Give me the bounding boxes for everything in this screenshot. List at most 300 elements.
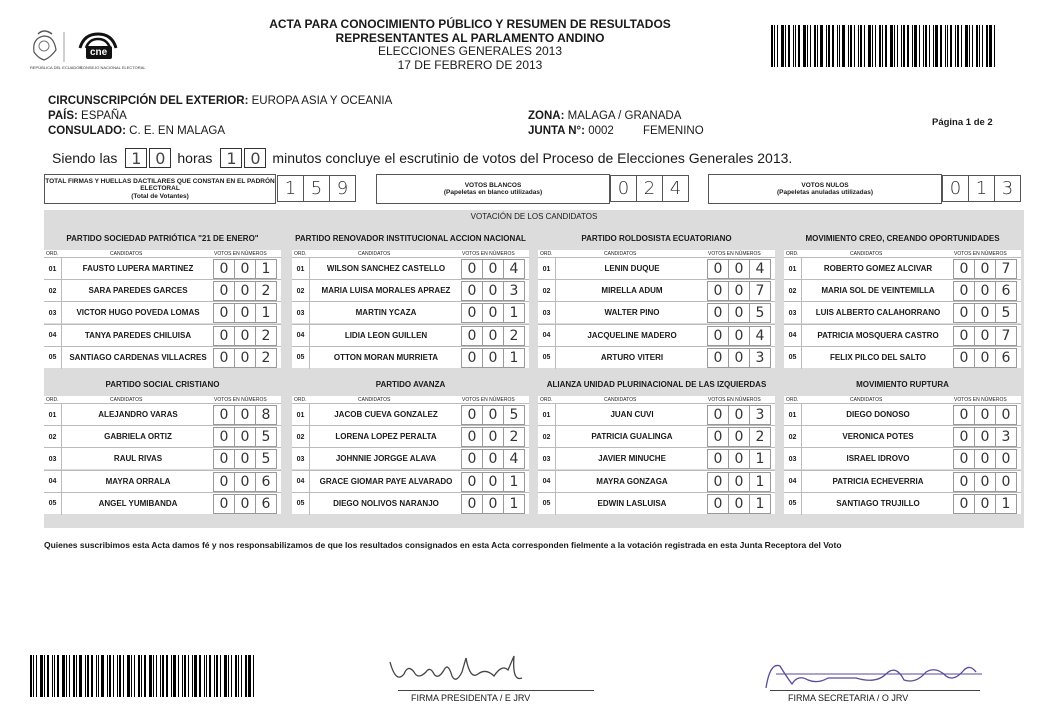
column-headers xyxy=(538,396,775,403)
vote-digits xyxy=(214,303,277,323)
party-block xyxy=(538,372,775,514)
vote-digit: 2 xyxy=(749,427,771,447)
barcode-bars xyxy=(30,655,260,697)
candidate-name: LENIN DUQUE xyxy=(604,264,660,273)
secretary-signature-label: FIRMA SECRETARIA / O JRV xyxy=(788,693,909,703)
column-headers xyxy=(784,396,1021,403)
vote-digit: 0 xyxy=(213,259,235,279)
logo-caption-right: CONSEJO NACIONAL ELECTORAL xyxy=(80,65,146,70)
junta-label: JUNTA N°: xyxy=(528,125,585,137)
candidate-row xyxy=(538,447,775,469)
secretary-signature-line xyxy=(770,690,980,691)
pais-label: PAÍS: xyxy=(48,110,78,122)
candidate-order: 03 xyxy=(538,302,556,324)
vote-digit: 0 xyxy=(953,259,975,279)
vote-digit: 8 xyxy=(255,405,277,425)
firmas-label: TOTAL FIRMAS Y HUELLAS DACTILARES QUE CONSTAN EN EL PADRÓN ELECTORAL xyxy=(45,177,275,193)
party-name: PARTIDO SOCIEDAD PATRIÓTICA "21 DE ENERO" xyxy=(66,233,259,243)
vote-digits xyxy=(708,326,771,346)
candidate-name: ROBERTO GOMEZ ALCIVAR xyxy=(823,264,933,273)
vote-digit: 0 xyxy=(234,281,256,301)
party-name: ALIANZA UNIDAD PLURINACIONAL DE LAS IZQUIERDAS xyxy=(546,379,767,389)
vote-digits xyxy=(954,303,1017,323)
candidate-order: 01 xyxy=(44,404,62,426)
candidate-name: JOHNNIE JORGGE ALAVA xyxy=(335,454,437,464)
vote-digit: 1 xyxy=(749,472,771,492)
candidate-order: 01 xyxy=(292,258,310,280)
vote-digit: 5 xyxy=(749,303,771,323)
candidate-order: 04 xyxy=(292,325,310,347)
candidate-order: 02 xyxy=(538,280,556,302)
vote-digit: 4 xyxy=(503,259,525,279)
circ-label: CIRCUNSCRIPCIÓN DEL EXTERIOR: xyxy=(48,95,249,107)
candidate-name: SANTIAGO CARDENAS VILLACRES xyxy=(69,352,207,362)
candidate-row xyxy=(44,447,281,469)
col-votes-header: VOTOS EN NÚMEROS xyxy=(708,251,761,257)
vote-digit: 5 xyxy=(255,427,277,447)
vote-digit: 0 xyxy=(234,303,256,323)
vote-digit: 1 xyxy=(255,303,277,323)
candidate-name: RAUL RIVAS xyxy=(113,454,163,464)
vote-digit: 0 xyxy=(995,472,1017,492)
candidate-name: MARIA LUISA MORALES APRAEZ xyxy=(321,286,451,296)
vote-digit: 0 xyxy=(707,326,729,346)
candidate-row xyxy=(292,447,529,469)
party-block xyxy=(292,372,529,514)
vote-digit: 0 xyxy=(974,281,996,301)
vote-digits xyxy=(708,281,771,301)
party-block xyxy=(538,226,775,368)
vote-digit: 0 xyxy=(482,449,504,469)
vote-digit: 5 xyxy=(995,303,1017,323)
vote-digit: 0 xyxy=(213,472,235,492)
candidate-name: MAYRA ORRALA xyxy=(105,476,171,486)
col-ord-header: ORD. xyxy=(786,397,799,403)
vote-digits xyxy=(708,427,771,447)
vote-digit: 7 xyxy=(995,259,1017,279)
vote-digit: 0 xyxy=(234,405,256,425)
vote-digit: 3 xyxy=(749,348,771,368)
vote-digit: 0 xyxy=(728,281,750,301)
candidate-name: PATRICIA GUALINGA xyxy=(591,432,673,442)
cne-logo xyxy=(30,28,170,72)
circ-value: EUROPA ASIA Y OCEANIA xyxy=(251,95,393,107)
candidate-row xyxy=(538,470,775,492)
candidate-name: TANYA PAREDES CHILUISA xyxy=(84,330,192,340)
vote-digits xyxy=(214,348,277,368)
barcode-bars xyxy=(771,25,1003,67)
vote-digit: 0 xyxy=(482,303,504,323)
vote-digits xyxy=(954,494,1017,514)
vote-digit: 0 xyxy=(953,449,975,469)
vote-digit: 3 xyxy=(503,281,525,301)
nulos-digit-1: 0 xyxy=(942,175,969,202)
vote-digit: 6 xyxy=(995,281,1017,301)
vote-digits xyxy=(462,326,525,346)
president-signature-line xyxy=(398,690,594,691)
candidate-row xyxy=(784,470,1021,492)
zona-value: MALAGA / GRANADA xyxy=(567,110,682,122)
vote-digits xyxy=(214,472,277,492)
hour-digit-1: 1 xyxy=(125,148,147,168)
candidate-row xyxy=(538,257,775,279)
col-ord-header: ORD. xyxy=(786,251,799,257)
title-line-4: 17 DE FEBRERO DE 2013 xyxy=(397,57,543,72)
firmas-digit-2: 5 xyxy=(303,175,330,202)
candidate-name: WILSON SANCHEZ CASTELLO xyxy=(326,264,446,273)
candidate-order: 04 xyxy=(44,325,62,347)
vote-digit: 0 xyxy=(953,472,975,492)
vote-digit: 0 xyxy=(974,494,996,514)
candidate-order: 02 xyxy=(44,426,62,448)
blancos-sub: (Papeletas en blanco utilizadas) xyxy=(443,189,543,196)
col-cand-header: CANDIDATOS xyxy=(358,397,391,403)
vote-digit: 0 xyxy=(234,449,256,469)
column-headers xyxy=(784,250,1021,257)
candidate-row xyxy=(784,301,1021,323)
vote-digit: 0 xyxy=(707,472,729,492)
party-name: PARTIDO AVANZA xyxy=(375,379,446,389)
candidate-order: 02 xyxy=(538,426,556,448)
candidate-name: MARTIN YCAZA xyxy=(355,308,417,318)
vote-digit: 0 xyxy=(482,259,504,279)
candidate-order: 03 xyxy=(292,302,310,324)
vote-digit: 0 xyxy=(461,281,483,301)
vote-digits xyxy=(954,405,1017,425)
time-suffix: minutos concluye el escrutinio de votos del Proceso de Elecciones Generales 2013. xyxy=(272,150,793,166)
vote-digit: 0 xyxy=(213,326,235,346)
col-ord-header: ORD. xyxy=(540,251,553,257)
vote-digit: 0 xyxy=(707,348,729,368)
vote-digits xyxy=(462,427,525,447)
candidate-name: VERONICA POTES xyxy=(842,432,914,442)
col-cand-header: CANDIDATOS xyxy=(850,397,883,403)
blancos-digit-2: 2 xyxy=(636,175,663,202)
col-ord-header: ORD. xyxy=(46,397,59,403)
nulos-digit-2: 1 xyxy=(968,175,995,202)
candidate-order: 03 xyxy=(44,302,62,324)
candidate-name: GABRIELA ORTIZ xyxy=(104,432,172,442)
vote-digit: 0 xyxy=(213,427,235,447)
vote-digit: 0 xyxy=(482,427,504,447)
blancos-digits xyxy=(611,175,689,202)
vote-digit: 1 xyxy=(749,494,771,514)
candidate-name: FELIX PILCO DEL SALTO xyxy=(829,352,926,362)
vote-digit: 0 xyxy=(728,326,750,346)
candidate-order: 01 xyxy=(784,404,802,426)
vote-digit: 0 xyxy=(974,259,996,279)
vote-digit: 0 xyxy=(974,303,996,323)
vote-digits xyxy=(708,259,771,279)
candidate-order: 03 xyxy=(784,448,802,470)
vote-digit: 0 xyxy=(461,259,483,279)
firmas-digit-3: 9 xyxy=(329,175,356,202)
candidate-row xyxy=(784,346,1021,368)
vote-digits xyxy=(954,281,1017,301)
pais-value: ESPAÑA xyxy=(81,110,127,122)
vote-digit: 1 xyxy=(503,472,525,492)
vote-digits xyxy=(954,326,1017,346)
vote-digits xyxy=(462,405,525,425)
candidate-row xyxy=(784,279,1021,301)
candidate-order: 05 xyxy=(538,493,556,515)
candidate-order: 04 xyxy=(538,471,556,493)
candidate-name: VICTOR HUGO POVEDA LOMAS xyxy=(76,308,200,318)
vote-digit: 0 xyxy=(728,348,750,368)
vote-digits xyxy=(462,281,525,301)
vote-digit: 0 xyxy=(234,259,256,279)
vote-digit: 1 xyxy=(503,348,525,368)
candidate-row xyxy=(784,324,1021,346)
title-line-2: REPRESENTANTES AL PARLAMENTO ANDINO xyxy=(335,30,605,45)
vote-digit: 0 xyxy=(728,427,750,447)
nulos-sub: (Papeletas anuladas utilizadas) xyxy=(776,189,874,196)
vote-digit: 0 xyxy=(974,449,996,469)
candidate-order: 02 xyxy=(784,280,802,302)
candidate-row xyxy=(44,257,281,279)
column-headers xyxy=(538,250,775,257)
junta-value: 0002 xyxy=(588,125,614,137)
candidate-name: MAYRA GONZAGA xyxy=(596,476,668,486)
candidate-row xyxy=(538,403,775,425)
vote-digits xyxy=(462,449,525,469)
candidate-row xyxy=(784,257,1021,279)
vote-digit: 4 xyxy=(503,449,525,469)
col-ord-header: ORD. xyxy=(294,397,307,403)
vote-digits xyxy=(214,326,277,346)
vote-digit: 1 xyxy=(255,259,277,279)
candidate-row xyxy=(784,492,1021,514)
candidate-row xyxy=(538,346,775,368)
candidate-order: 05 xyxy=(44,493,62,515)
candidate-name: OTTON MORAN MURRIETA xyxy=(333,352,439,362)
column-headers xyxy=(44,250,281,257)
candidate-name: JAVIER MINUCHE xyxy=(598,454,666,464)
consulado-label: CONSULADO: xyxy=(48,125,126,137)
vote-digit: 2 xyxy=(503,427,525,447)
candidate-row xyxy=(292,492,529,514)
candidate-row xyxy=(784,447,1021,469)
vote-digit: 0 xyxy=(707,281,729,301)
vote-digit: 0 xyxy=(234,427,256,447)
party-block xyxy=(784,226,1021,368)
firmas-digit-1: 1 xyxy=(277,175,304,202)
vote-digit: 0 xyxy=(482,405,504,425)
blancos-digit-1: 0 xyxy=(610,175,637,202)
logo-caption-left: REPÚBLICA DEL ECUADOR xyxy=(30,65,83,70)
vote-digit: 0 xyxy=(461,405,483,425)
candidate-row xyxy=(292,425,529,447)
vote-digit: 0 xyxy=(995,449,1017,469)
vote-digits xyxy=(708,303,771,323)
candidate-order: 03 xyxy=(44,448,62,470)
column-headers xyxy=(44,396,281,403)
party-name: PARTIDO RENOVADOR INSTITUCIONAL ACCION NACIONAL xyxy=(295,233,526,243)
candidate-name: ANGEL YUMIBANDA xyxy=(98,498,178,508)
vote-digit: 0 xyxy=(234,472,256,492)
junta-gender: FEMENINO xyxy=(642,125,704,137)
blancos-label: VOTOS BLANCOS xyxy=(464,181,522,189)
vote-digits xyxy=(214,259,277,279)
candidate-order: 05 xyxy=(292,493,310,515)
candidate-name: ALEJANDRO VARAS xyxy=(98,410,178,419)
candidate-order: 05 xyxy=(44,347,62,369)
party-block xyxy=(44,226,281,368)
candidate-name: MARIA SOL DE VEINTEMILLA xyxy=(821,286,935,296)
candidate-row xyxy=(292,257,529,279)
candidate-order: 04 xyxy=(784,325,802,347)
candidate-row xyxy=(292,279,529,301)
candidate-row xyxy=(292,324,529,346)
col-cand-header: CANDIDATOS xyxy=(110,397,143,403)
vote-digit: 0 xyxy=(974,326,996,346)
vote-digits xyxy=(462,303,525,323)
vote-digit: 0 xyxy=(953,281,975,301)
candidate-row xyxy=(538,301,775,323)
vote-digit: 7 xyxy=(995,326,1017,346)
vote-digit: 0 xyxy=(953,348,975,368)
vote-digit: 0 xyxy=(234,494,256,514)
candidate-name: LIDIA LEON GUILLEN xyxy=(344,330,428,340)
candidate-name: ISRAEL IDROVO xyxy=(846,454,910,464)
barcode-top xyxy=(771,25,1003,67)
vote-digit: 0 xyxy=(953,427,975,447)
nulos-digits xyxy=(943,175,1021,202)
vote-digit: 0 xyxy=(707,494,729,514)
consulado-value: C. E. EN MALAGA xyxy=(129,125,226,137)
col-cand-header: CANDIDATOS xyxy=(850,251,883,257)
candidate-row xyxy=(784,403,1021,425)
candidate-name: LUIS ALBERTO CALAHORRANO xyxy=(815,308,941,318)
votes-grid-title: VOTACIÓN DE LOS CANDIDATOS xyxy=(470,212,598,221)
col-cand-header: CANDIDATOS xyxy=(604,251,637,257)
party-block xyxy=(44,372,281,514)
column-headers xyxy=(292,250,529,257)
candidate-order: 03 xyxy=(292,448,310,470)
candidate-order: 04 xyxy=(538,325,556,347)
firmas-label-box xyxy=(44,174,276,204)
col-ord-header: ORD. xyxy=(294,251,307,257)
nulos-digit-3: 3 xyxy=(994,175,1021,202)
vote-digit: 0 xyxy=(461,449,483,469)
barcode-bottom xyxy=(30,655,260,697)
vote-digits xyxy=(708,449,771,469)
candidate-row xyxy=(292,470,529,492)
vote-digit: 0 xyxy=(974,405,996,425)
vote-digit: 0 xyxy=(707,449,729,469)
candidate-name: SARA PAREDES GARCES xyxy=(88,286,188,296)
candidate-name: EDWIN LASLUISA xyxy=(597,498,667,508)
candidate-row xyxy=(292,301,529,323)
vote-digit: 3 xyxy=(749,405,771,425)
minute-digit-2: 0 xyxy=(244,148,266,168)
candidate-row xyxy=(538,425,775,447)
vote-digits xyxy=(462,494,525,514)
candidate-name: LORENA LOPEZ PERALTA xyxy=(335,432,437,442)
votes-grid xyxy=(44,210,1024,528)
vote-digit: 2 xyxy=(255,326,277,346)
vote-digit: 0 xyxy=(482,281,504,301)
col-votes-header: VOTOS EN NÚMEROS xyxy=(708,397,761,403)
vote-digit: 6 xyxy=(995,348,1017,368)
candidate-name: ARTURO VITERI xyxy=(600,352,664,362)
candidate-order: 02 xyxy=(784,426,802,448)
col-votes-header: VOTOS EN NÚMEROS xyxy=(462,251,515,257)
candidate-order: 04 xyxy=(292,471,310,493)
vote-digit: 1 xyxy=(749,449,771,469)
candidate-order: 05 xyxy=(784,347,802,369)
junta-line xyxy=(528,124,704,138)
candidate-row xyxy=(538,324,775,346)
vote-digit: 0 xyxy=(213,405,235,425)
candidate-name: SANTIAGO TRUJILLO xyxy=(836,498,920,508)
candidate-row xyxy=(44,403,281,425)
vote-digit: 0 xyxy=(953,405,975,425)
zona-label: ZONA: xyxy=(528,110,565,122)
col-ord-header: ORD. xyxy=(46,251,59,257)
vote-digit: 0 xyxy=(482,326,504,346)
party-name: MOVIMIENTO CREO, CREANDO OPORTUNIDADES xyxy=(805,233,1000,243)
candidate-name: MIRELLA ADUM xyxy=(601,286,663,296)
vote-digit: 0 xyxy=(234,326,256,346)
candidate-row xyxy=(44,425,281,447)
candidate-order: 05 xyxy=(538,347,556,369)
vote-digit: 5 xyxy=(503,405,525,425)
firmas-digits xyxy=(278,175,356,202)
party-name: PARTIDO ROLDOSISTA ECUATORIANO xyxy=(581,233,732,243)
vote-digit: 0 xyxy=(461,326,483,346)
vote-digit: 0 xyxy=(953,303,975,323)
title-line-3: ELECCIONES GENERALES 2013 xyxy=(377,44,563,58)
vote-digit: 0 xyxy=(974,348,996,368)
vote-digits xyxy=(708,494,771,514)
candidate-order: 01 xyxy=(44,258,62,280)
party-name: PARTIDO SOCIAL CRISTIANO xyxy=(105,379,220,389)
vote-digit: 4 xyxy=(749,326,771,346)
blancos-digit-3: 4 xyxy=(662,175,689,202)
candidate-row xyxy=(292,403,529,425)
vote-digits xyxy=(954,348,1017,368)
candidate-row xyxy=(538,279,775,301)
vote-digit: 0 xyxy=(234,348,256,368)
vote-digit: 0 xyxy=(953,326,975,346)
col-cand-header: CANDIDATOS xyxy=(358,251,391,257)
candidate-name: JACOB CUEVA GONZALEZ xyxy=(334,410,438,419)
col-cand-header: CANDIDATOS xyxy=(604,397,637,403)
candidate-name: GRACE GIOMAR PAYE ALVARADO xyxy=(319,476,453,486)
zona-line xyxy=(528,109,681,123)
candidate-order: 04 xyxy=(44,471,62,493)
blancos-label-box xyxy=(376,174,610,204)
vote-digit: 0 xyxy=(728,259,750,279)
col-votes-header: VOTOS EN NÚMEROS xyxy=(214,397,267,403)
col-ord-header: ORD. xyxy=(540,397,553,403)
hours-word: horas xyxy=(177,150,213,166)
vote-digit: 0 xyxy=(728,449,750,469)
nulos-label-box xyxy=(708,174,942,204)
title-line-1: ACTA PARA CONOCIMIENTO PÚBLICO Y RESUMEN DE RESULTADOS xyxy=(269,17,671,31)
party-block xyxy=(292,226,529,368)
vote-digits xyxy=(462,348,525,368)
vote-digits xyxy=(708,348,771,368)
pais-line xyxy=(48,109,127,123)
vote-digit: 0 xyxy=(707,303,729,323)
candidate-order: 05 xyxy=(784,493,802,515)
candidate-name: WALTER PINO xyxy=(604,308,660,318)
vote-digit: 0 xyxy=(974,427,996,447)
vote-digit: 0 xyxy=(461,303,483,323)
col-votes-header: VOTOS EN NÚMEROS xyxy=(214,251,267,257)
